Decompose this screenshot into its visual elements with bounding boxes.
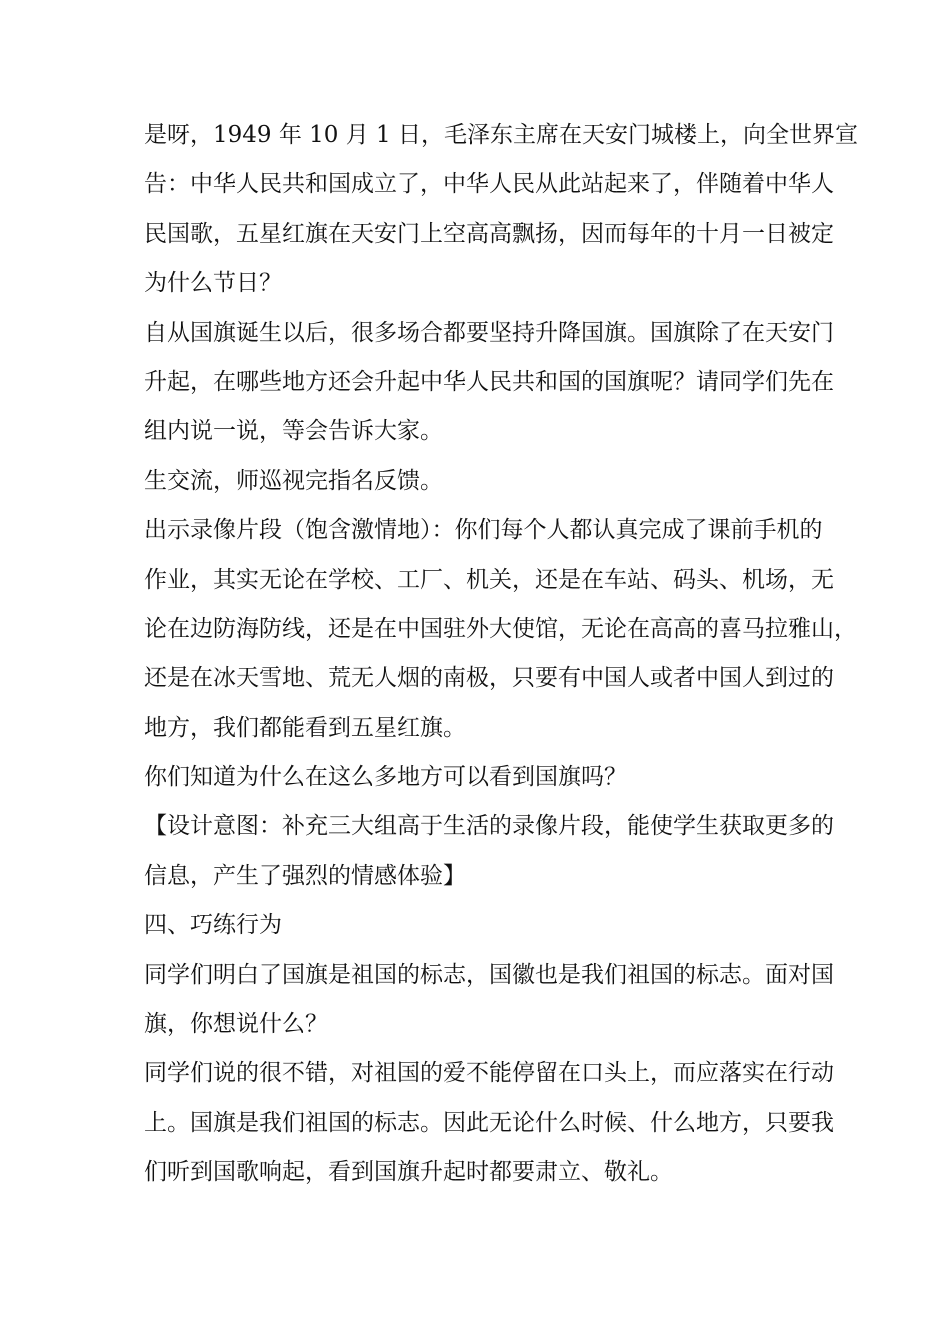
section-heading-practice [144, 901, 808, 950]
section-heading: 四、巧练行为 [144, 912, 282, 939]
text-line: 【设计意图：补充三大组高于生活的录像片段，能使学生获取更多的 [144, 813, 834, 840]
text-line: 自从国旗诞生以后，很多场合都要坚持升降国旗。国旗除了在天安门 [144, 319, 834, 346]
paragraph-student-exchange [144, 457, 808, 506]
text-line: 民国歌，五星红旗在天安门上空高高飘扬，因而每年的十月一日被定 [144, 220, 834, 247]
text-line: 为什么节日？ [144, 270, 282, 297]
paragraph-flag-symbol [144, 951, 834, 1050]
paragraph-conclusion [144, 1049, 834, 1197]
text-line: 上。国旗是我们祖国的标志。因此无论什么时候、什么地方，只要我 [144, 1109, 834, 1136]
text-line: 是呀，1949 年 10 月 1 日，毛泽东主席在天安门城楼上，向全世界宣 [144, 122, 858, 148]
text-line: 信息，产生了强烈的情感体验】 [144, 862, 466, 889]
text-line: 旗，你想说什么？ [144, 1011, 328, 1038]
document-body [144, 111, 858, 1198]
text-line: 出示录像片段（饱含激情地）：你们每个人都认真完成了课前手机的 [144, 517, 823, 544]
text-line: 地方，我们都能看到五星红旗。 [144, 714, 466, 741]
text-line: 升起，在哪些地方还会升起中华人民共和国的国旗呢？请同学们先在 [144, 368, 834, 395]
text-line: 论在边防海防线，还是在中国驻外大使馆，无论在高高的喜马拉雅山， [144, 615, 857, 642]
text-line: 同学们明白了国旗是祖国的标志，国徽也是我们祖国的标志。面对国 [144, 961, 834, 988]
paragraph-design-intent [144, 802, 834, 901]
text-line: 还是在冰天雪地、荒无人烟的南极，只要有中国人或者中国人到过的 [144, 665, 834, 692]
text-line: 生交流，师巡视完指名反馈。 [144, 467, 443, 494]
text-line: 组内说一说，等会告诉大家。 [144, 418, 443, 445]
text-line: 你们知道为什么在这么多地方可以看到国旗吗？ [144, 764, 627, 791]
paragraph-flag-raising-places [144, 309, 834, 457]
text-line: 们听到国歌响起，看到国旗升起时都要肃立、敬礼。 [144, 1159, 673, 1186]
paragraph-video-clip [144, 506, 857, 753]
paragraph-question [144, 753, 808, 802]
text-line: 同学们说的很不错，对祖国的爱不能停留在口头上，而应落实在行动 [144, 1060, 834, 1087]
paragraph-national-day [144, 111, 858, 309]
text-line: 告：中华人民共和国成立了，中华人民从此站起来了，伴随着中华人 [144, 171, 834, 198]
text-line: 作业，其实无论在学校、工厂、机关，还是在车站、码头、机场，无 [144, 566, 834, 593]
